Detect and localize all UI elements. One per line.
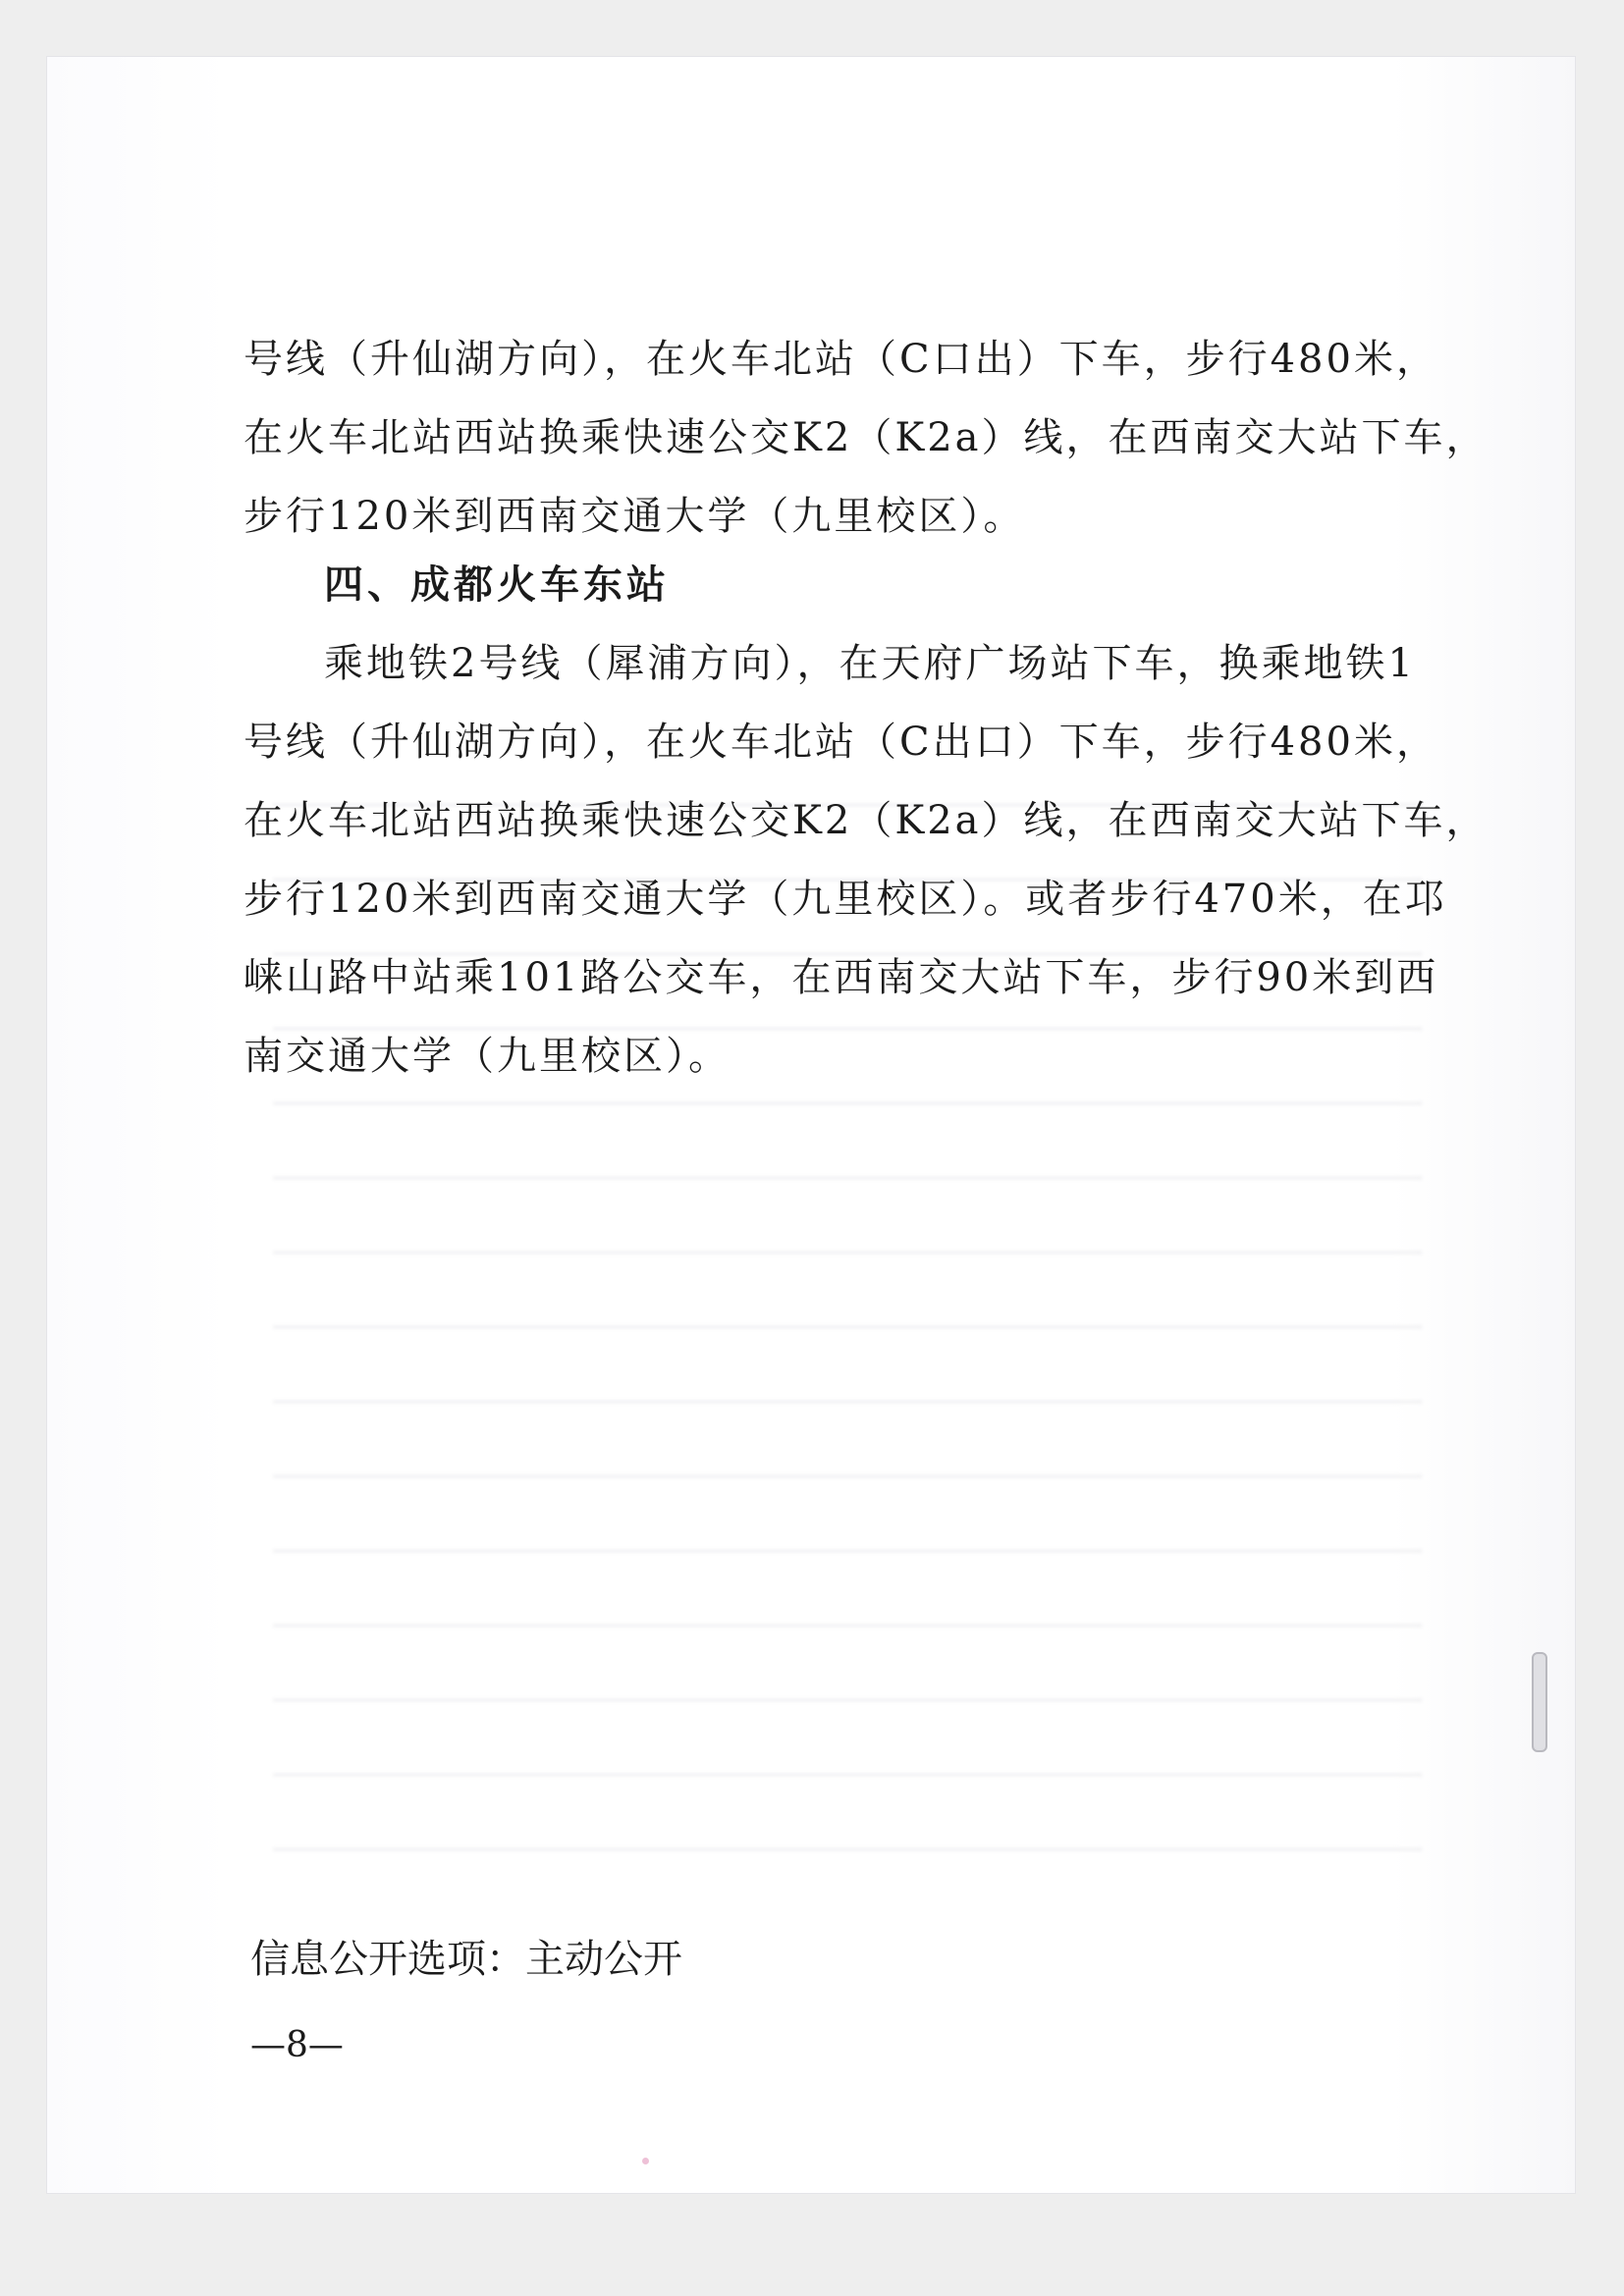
body-line-8: 步行120米到西南交通大学（九里校区）。或者步行470米，在邛: [244, 877, 1447, 922]
body-line-2: 在火车北站西站换乘快速公交K2（K2a）线，在西南交大站下车，: [244, 415, 1489, 460]
disclosure-option-label: 信息公开选项：主动公开: [250, 1937, 682, 1982]
body-line-1: 号线（升仙湖方向），在火车北站（C口出）下车，步行480米，: [244, 337, 1438, 382]
ink-speck: [642, 2158, 649, 2164]
body-line-7: 在火车北站西站换乘快速公交K2（K2a）线，在西南交大站下车，: [244, 798, 1489, 843]
body-line-10: 南交通大学（九里校区）。: [244, 1034, 731, 1079]
body-line-9: 崃山路中站乘101路公交车，在西南交大站下车，步行90米到西: [244, 955, 1439, 1000]
body-line-3: 步行120米到西南交通大学（九里校区）。: [244, 494, 1026, 539]
staple-mark: [1532, 1652, 1547, 1752]
page-number: —8—: [250, 2025, 344, 2065]
section-heading-chengdu-east: 四、成都火车东站: [324, 562, 670, 608]
body-line-5: 乘地铁2号线（犀浦方向），在天府广场站下车，换乘地铁1: [324, 641, 1416, 686]
body-line-6: 号线（升仙湖方向），在火车北站（C出口）下车，步行480米，: [244, 720, 1438, 765]
